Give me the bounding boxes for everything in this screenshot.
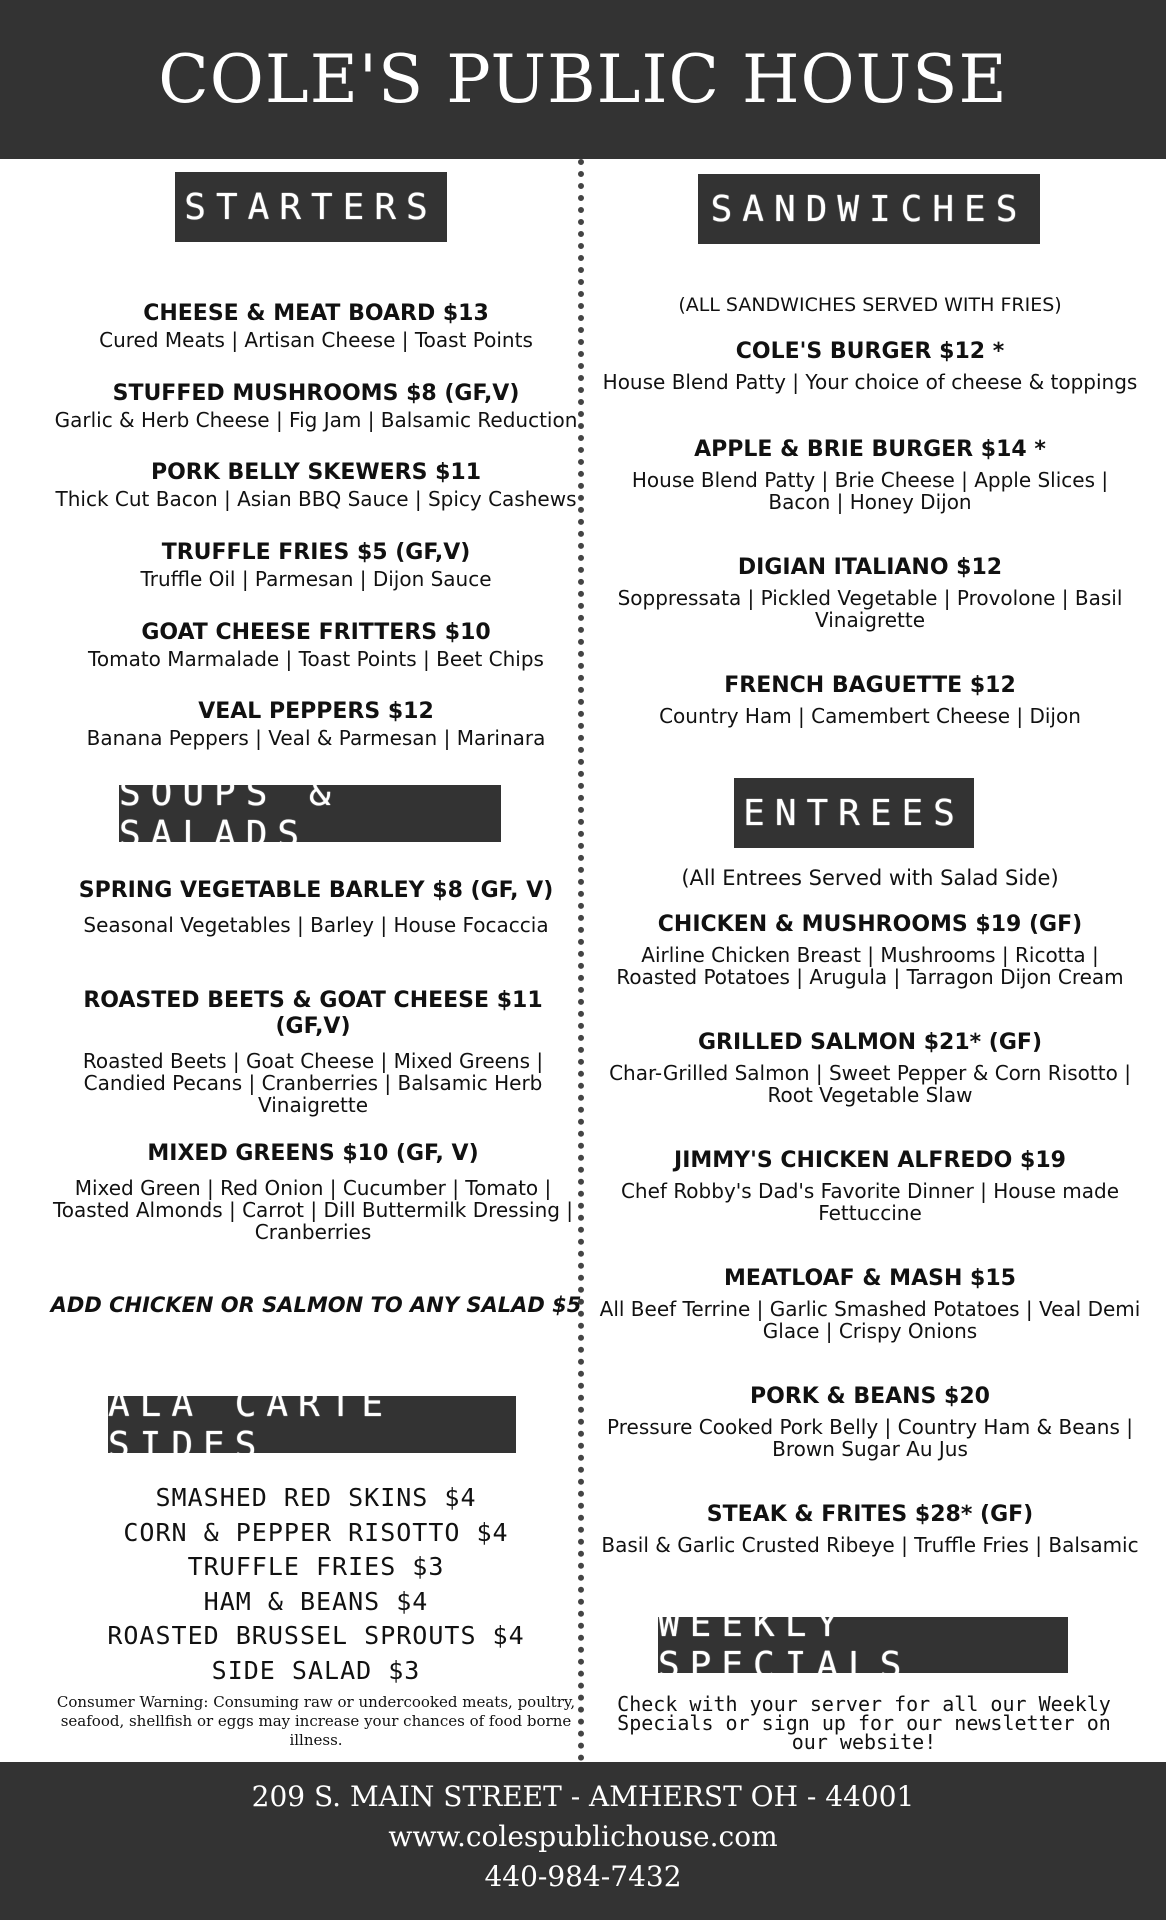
item-description: Truffle Oil | Parmesan | Dijon Sauce: [140, 567, 492, 591]
website-link[interactable]: www.colespublichouse.com: [388, 1820, 778, 1853]
menu-item: [50, 988, 576, 1116]
item-description: Banana Peppers | Veal & Parmesan | Marinara: [86, 726, 546, 750]
item-name: DIGIAN ITALIANO $12: [737, 555, 1003, 580]
item-description: All Beef Terrine | Garlic Smashed Potatoes | Veal Demi Glace | Crispy Onions: [599, 1297, 1141, 1343]
item-name: PORK BELLY SKEWERS $11: [150, 460, 482, 485]
item-name: STUFFED MUSHROOMS $8 (GF,V): [112, 381, 520, 406]
list-item: SIDE SALAD $3: [211, 1655, 421, 1685]
list-item: HAM & BEANS $4: [203, 1586, 429, 1616]
salad-add-note: ADD CHICKEN OR SALMON TO ANY SALAD $5: [50, 1293, 582, 1317]
item-name: ROASTED BEETS & GOAT CHEESE $11 (GF,V): [83, 988, 543, 1039]
item-name: GRILLED SALMON $21* (GF): [697, 1030, 1042, 1055]
menu-item: [600, 912, 1140, 988]
menu-item: [600, 1148, 1140, 1224]
item-name: VEAL PEPPERS $12: [198, 699, 434, 724]
menu-item: [590, 673, 1150, 727]
list-item: SMASHED RED SKINS $4: [155, 1483, 477, 1512]
menu-item: [30, 460, 602, 510]
menu-item: [590, 339, 1150, 393]
item-description: Char-Grilled Salmon | Sweet Pepper & Corn Risotto | Root Vegetable Slaw: [609, 1061, 1131, 1107]
consumer-warning: Consumer Warning: Consuming raw or undercooked meats, poultry, seafood, shellfish or eggs may increase your chances of food borne illness.: [56, 1693, 576, 1749]
item-description: Soppressata | Pickled Vegetable | Provolone | Basil Vinaigrette: [617, 586, 1123, 632]
sides-list: [30, 1481, 602, 1688]
item-name: MIXED GREENS $10 (GF, V): [147, 1141, 479, 1166]
phone-number: 440-984-7432: [484, 1860, 682, 1893]
address: 209 S. MAIN STREET - AMHERST OH - 44001: [251, 1780, 915, 1813]
item-description: Pressure Cooked Pork Belly | Country Ham & Beans | Brown Sugar Au Jus: [607, 1415, 1133, 1461]
section-title-sandwiches: SANDWICHES: [698, 174, 1040, 244]
item-name: MEATLOAF & MASH $15: [724, 1266, 1016, 1291]
item-name: APPLE & BRIE BURGER $14 *: [694, 437, 1046, 462]
list-item: ROASTED BRUSSEL SPROUTS $4: [107, 1621, 525, 1650]
section-title-soups-salads: SOUPS & SALADS: [119, 785, 501, 842]
menu-item: [40, 1141, 586, 1243]
item-name: CHICKEN & MUSHROOMS $19 (GF): [657, 912, 1083, 937]
menu-item: [600, 1384, 1140, 1460]
item-description: Mixed Green | Red Onion | Cucumber | Tomato | Toasted Almonds | Carrot | Dill Buttermilk Dressing | Cranberries: [52, 1176, 574, 1244]
restaurant-title: COLE'S PUBLIC HOUSE: [158, 41, 1008, 118]
menu-item: [30, 540, 602, 590]
section-title-entrees: ENTREES: [734, 778, 974, 848]
menu-header: [0, 0, 1166, 159]
item-description: Garlic & Herb Cheese | Fig Jam | Balsamic Reduction: [54, 408, 578, 432]
item-description: Airline Chicken Breast | Mushrooms | Ricotta | Roasted Potatoes | Arugula | Tarragon Dijon Cream: [616, 943, 1124, 989]
item-description: Roasted Beets | Goat Cheese | Mixed Greens | Candied Pecans | Cranberries | Balsamic Herb Vinaigrette: [82, 1049, 544, 1117]
entrees-note: (All Entrees Served with Salad Side): [681, 866, 1059, 890]
item-name: CHEESE & MEAT BOARD $13: [143, 301, 489, 326]
section-title-sides: ALA CARTE SIDES: [108, 1396, 516, 1453]
menu-item: [30, 699, 602, 749]
menu-item: [600, 555, 1140, 631]
menu-item: [590, 1502, 1150, 1556]
item-name: JIMMY'S CHICKEN ALFREDO $19: [674, 1148, 1066, 1173]
menu-item: [30, 620, 602, 670]
item-name: TRUFFLE FRIES $5 (GF,V): [161, 540, 471, 565]
item-description: Tomato Marmalade | Toast Points | Beet Chips: [88, 647, 544, 671]
section-title-starters: STARTERS: [175, 172, 447, 242]
item-description: Country Ham | Camembert Cheese | Dijon: [659, 704, 1081, 728]
item-description: Chef Robby's Dad's Favorite Dinner | House made Fettuccine: [620, 1179, 1120, 1225]
item-description: House Blend Patty | Your choice of cheese & toppings: [602, 370, 1138, 394]
item-description: Thick Cut Bacon | Asian BBQ Sauce | Spicy Cashews: [55, 487, 577, 511]
item-description: Seasonal Vegetables | Barley | House Focaccia: [83, 913, 549, 937]
item-name: FRENCH BAGUETTE $12: [724, 673, 1016, 698]
item-description: House Blend Patty | Brie Cheese | Apple Slices | Bacon | Honey Dijon: [631, 468, 1109, 514]
item-name: SPRING VEGETABLE BARLEY $8 (GF, V): [78, 878, 554, 903]
sandwiches-note: (ALL SANDWICHES SERVED WITH FRIES): [678, 294, 1062, 316]
menu-item: [30, 878, 602, 936]
list-item: CORN & PEPPER RISOTTO $4: [123, 1517, 509, 1547]
section-title-weekly-specials: WEEKLY SPECIALS: [658, 1617, 1068, 1673]
menu-footer: [0, 1762, 1166, 1920]
menu-item: [30, 381, 602, 431]
menu-item: [600, 1030, 1140, 1106]
item-name: COLE'S BURGER $12 *: [735, 339, 1005, 364]
item-name: PORK & BEANS $20: [750, 1384, 990, 1409]
item-description: Cured Meats | Artisan Cheese | Toast Points: [99, 328, 533, 352]
menu-item: [30, 301, 602, 351]
item-name: STEAK & FRITES $28* (GF): [706, 1502, 1034, 1527]
item-description: Basil & Garlic Crusted Ribeye | Truffle Fries | Balsamic: [601, 1533, 1139, 1557]
item-name: GOAT CHEESE FRITTERS $10: [141, 620, 491, 645]
weekly-specials-text: Check with your server for all our Weekly Specials or sign up for our newsletter on our website!: [617, 1692, 1111, 1754]
list-item: TRUFFLE FRIES $3: [187, 1552, 445, 1581]
menu-item: [600, 437, 1140, 513]
menu-item: [596, 1266, 1144, 1342]
